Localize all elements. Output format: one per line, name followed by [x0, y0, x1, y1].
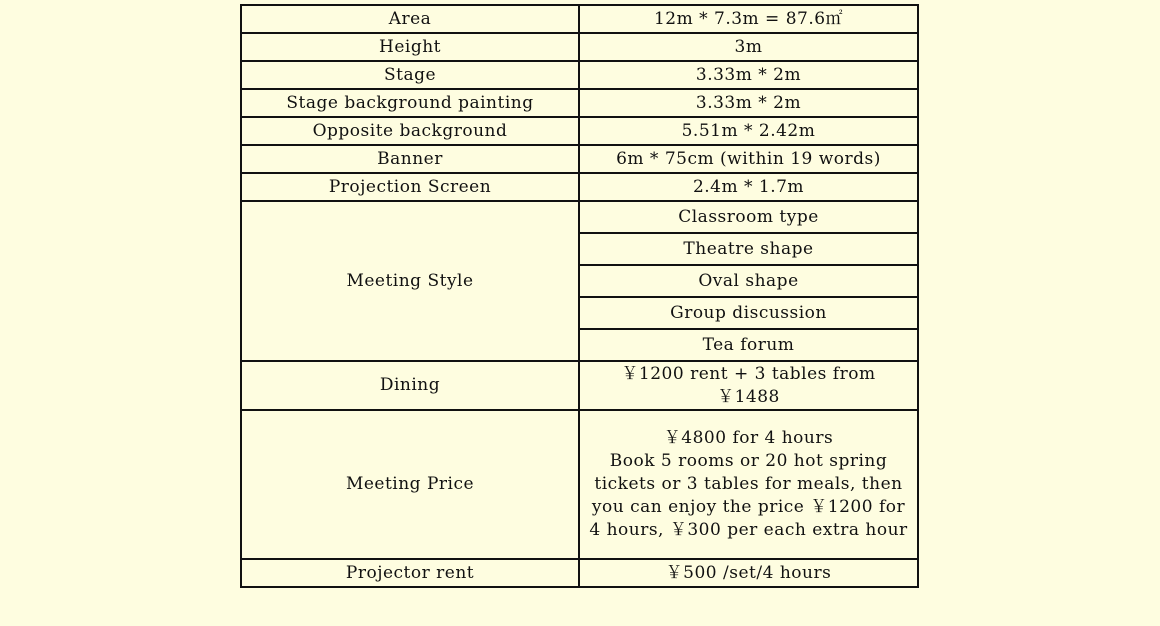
table-row-projector-rent	[241, 559, 918, 587]
table-row-stage	[241, 61, 918, 89]
table-row-area	[241, 5, 918, 33]
row-label: Area	[241, 5, 579, 33]
row-value: 3.33m * 2m	[579, 89, 918, 117]
meeting-price-discount: Book 5 rooms or 20 hot spring tickets or 3 tables for meals, then you can enjoy the price ￥1200 for 4 hours, ￥300 per each extra hour	[589, 451, 908, 540]
meeting-style-option: Theatre shape	[579, 233, 918, 265]
meeting-style-option: Tea forum	[579, 329, 918, 361]
row-label: Opposite background	[241, 117, 579, 145]
row-label: Stage	[241, 61, 579, 89]
table-row-dining	[241, 361, 918, 410]
table-row-meeting-style	[241, 201, 918, 233]
row-label: Height	[241, 33, 579, 61]
row-value: 5.51m * 2.42m	[579, 117, 918, 145]
meeting-room-info-table	[240, 4, 919, 588]
projector-rent-value: ￥500 /set/4 hours	[579, 559, 918, 587]
dining-label: Dining	[241, 361, 579, 410]
row-label: Projection Screen	[241, 173, 579, 201]
table-row-stage-background-painting	[241, 89, 918, 117]
meeting-style-label: Meeting Style	[241, 201, 579, 361]
row-value: 3m	[579, 33, 918, 61]
meeting-style-option: Oval shape	[579, 265, 918, 297]
meeting-price-value	[579, 410, 918, 559]
table-row-opposite-background	[241, 117, 918, 145]
row-value: 3.33m * 2m	[579, 61, 918, 89]
dining-value: ￥1200 rent + 3 tables from ￥1488	[579, 361, 918, 410]
meeting-style-option: Classroom type	[579, 201, 918, 233]
meeting-price-base: ￥4800 for 4 hours	[663, 428, 834, 448]
row-value: 6m * 75cm (within 19 words)	[579, 145, 918, 173]
row-label: Banner	[241, 145, 579, 173]
meeting-price-label: Meeting Price	[241, 410, 579, 559]
table-row-banner	[241, 145, 918, 173]
table-row-meeting-price	[241, 410, 918, 559]
projector-rent-label: Projector rent	[241, 559, 579, 587]
meeting-style-option: Group discussion	[579, 297, 918, 329]
table-row-projection-screen	[241, 173, 918, 201]
table-row-height	[241, 33, 918, 61]
row-value: 12m * 7.3m = 87.6㎡	[579, 5, 918, 33]
row-label: Stage background painting	[241, 89, 579, 117]
row-value: 2.4m * 1.7m	[579, 173, 918, 201]
